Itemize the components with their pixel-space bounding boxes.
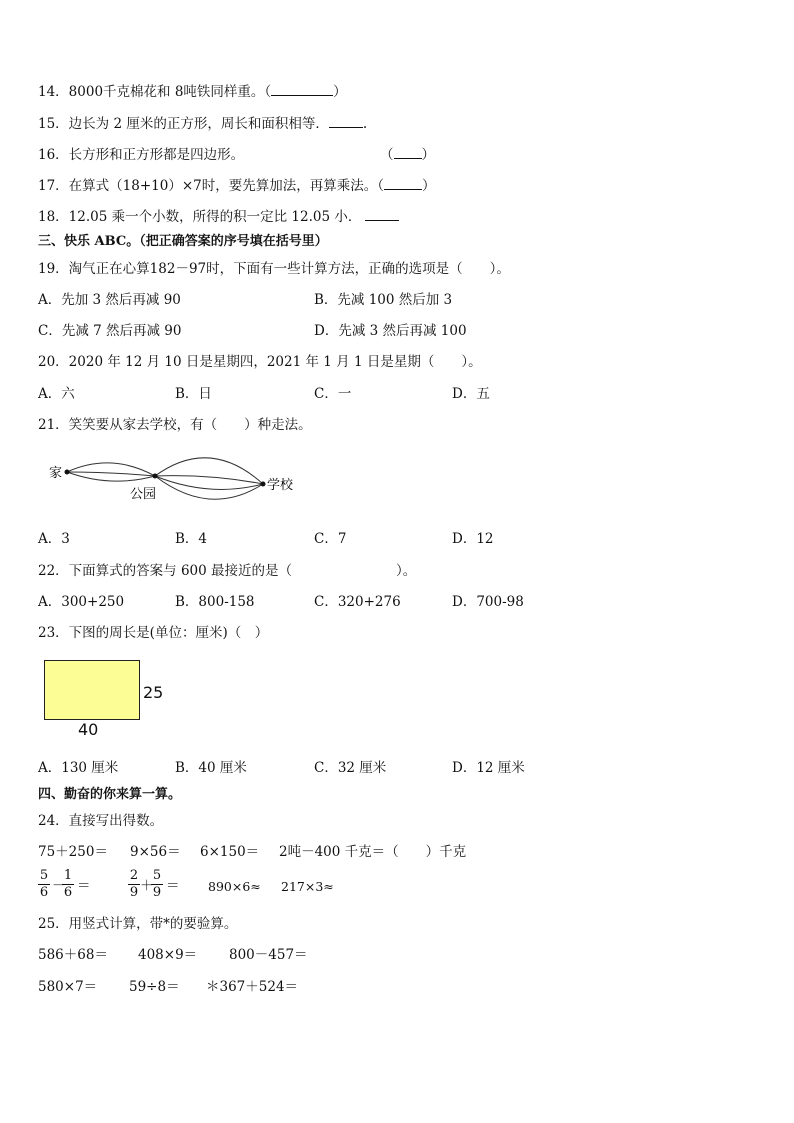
height-label: 25 — [143, 683, 164, 702]
equals-sign: ＝ — [166, 878, 180, 894]
option-b[interactable]: B．40 厘米 — [175, 760, 247, 776]
route-diagram — [44, 448, 304, 508]
question-22: 22．下面算式的答案与 600 最接近的是（ ）。 — [38, 563, 417, 579]
fraction: 5 9 — [152, 868, 162, 900]
fraction: 1 6 — [63, 868, 73, 900]
school-label: 学校 — [267, 478, 294, 493]
park-point — [153, 474, 158, 479]
calc-item: 217×3≈ — [281, 879, 334, 894]
calc-item: ＊367＋524＝ — [206, 979, 299, 995]
option-d[interactable]: D．12 — [452, 531, 494, 547]
calc-item: 75＋250＝ — [38, 844, 108, 860]
width-label: 40 — [78, 720, 99, 739]
option-b[interactable]: B．日 — [175, 386, 212, 402]
option-c[interactable]: C．320+276 — [314, 594, 401, 610]
option-b[interactable]: B．4 — [175, 531, 208, 547]
option-d[interactable]: D．12 厘米 — [452, 760, 525, 776]
calc-item: 59÷8＝ — [129, 979, 180, 995]
option-c[interactable]: C．7 — [314, 531, 347, 547]
school-point — [261, 482, 266, 487]
option-c[interactable]: C．先减 7 然后再减 90 — [38, 323, 182, 339]
question-20: 20．2020 年 12 月 10 日是星期四，2021 年 1 月 1 日是星期（ ）。 — [38, 354, 482, 370]
home-label: 家 — [49, 466, 63, 481]
park-label: 公园 — [130, 487, 157, 502]
option-d[interactable]: D．先减 3 然后再减 100 — [314, 323, 467, 339]
option-a[interactable]: A．六 — [38, 386, 75, 402]
answer-blank[interactable] — [394, 146, 422, 159]
question-14: 14．8000千克棉花和 8吨铁同样重。（ ） — [38, 84, 347, 100]
question-15: 15．边长为 2 厘米的正方形，周长和面积相等． . — [38, 116, 368, 132]
question-24: 24．直接写出得数。 — [38, 813, 164, 829]
question-21: 21．笑笑要从家去学校，有（ ）种走法。 — [38, 417, 312, 433]
calc-item: 6×150＝ — [200, 844, 260, 860]
question-17: 17．在算式（18+10）×7时，要先算加法，再算乘法。（ ） — [38, 178, 436, 194]
fraction: 5 6 — [39, 868, 49, 900]
option-c[interactable]: C．一 — [314, 386, 352, 402]
question-18: 18．12.05 乘一个小数，所得的积一定比 12.05 小． — [38, 208, 399, 226]
answer-blank[interactable] — [384, 177, 422, 190]
rectangle-figure — [44, 660, 140, 720]
option-c[interactable]: C．32 厘米 — [314, 760, 387, 776]
option-d[interactable]: D．五 — [452, 386, 490, 402]
question-23: 23．下图的周长是(单位：厘米)（ ） — [38, 625, 269, 641]
minus-sign: － — [52, 878, 66, 894]
calc-item: 580×7＝ — [38, 979, 98, 995]
option-a[interactable]: A．300+250 — [38, 594, 125, 610]
equals-sign: ＝ — [77, 878, 91, 894]
home-point — [65, 470, 70, 475]
fraction: 2 9 — [129, 868, 139, 900]
answer-blank[interactable] — [271, 83, 333, 96]
option-a[interactable]: A．先加 3 然后再减 90 — [38, 292, 181, 308]
calc-item: 586＋68＝ — [38, 947, 108, 963]
question-16: 16．长方形和正方形都是四边形。 — [38, 147, 245, 163]
question-25: 25．用竖式计算，带*的要验算。 — [38, 916, 238, 932]
calc-item: 800－457＝ — [229, 947, 308, 963]
section-4-heading: 四、勤奋的你来算一算。 — [38, 787, 182, 802]
option-a[interactable]: A．3 — [38, 531, 70, 547]
plus-sign: ＋ — [140, 878, 154, 894]
answer-blank[interactable] — [329, 115, 363, 128]
calc-item: 9×56＝ — [130, 844, 181, 860]
question-16-bracket: （ ） — [380, 147, 435, 163]
calc-item: 2吨－400 千克＝（ ）千克 — [279, 844, 467, 860]
option-b[interactable]: B．800-158 — [175, 594, 255, 610]
option-b[interactable]: B．先减 100 然后加 3 — [314, 292, 453, 308]
question-19: 19．淘气正在心算182－97时，下面有一些计算方法，正确的选项是（ ）。 — [38, 261, 510, 277]
calc-item: 408×9＝ — [138, 947, 198, 963]
section-3-heading: 三、快乐 ABC。（把正确答案的序号填在括号里） — [38, 234, 328, 249]
option-a[interactable]: A．130 厘米 — [38, 760, 119, 776]
calc-item: 890×6≈ — [208, 879, 261, 894]
option-d[interactable]: D．700-98 — [452, 594, 524, 610]
answer-blank[interactable] — [365, 208, 399, 221]
